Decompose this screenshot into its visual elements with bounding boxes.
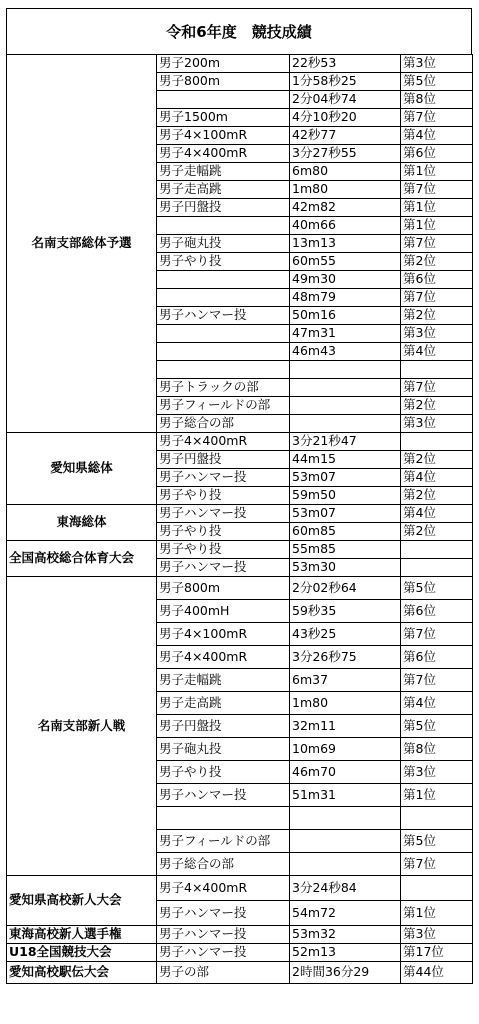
- record-cell: 40m66: [290, 217, 401, 235]
- table-row: [7, 505, 473, 523]
- table-row: [7, 876, 473, 901]
- record-cell: 60m85: [290, 523, 401, 541]
- record-cell: 51m31: [290, 784, 401, 807]
- meet-name: 東海高校新人選手権: [7, 926, 157, 944]
- event-cell: 男子4×400mR: [157, 145, 290, 163]
- record-cell: 53m32: [290, 926, 401, 944]
- event-cell: 男子フィールドの部: [157, 397, 290, 415]
- rank-cell: 第5位: [401, 577, 473, 600]
- record-cell: 42m82: [290, 199, 401, 217]
- event-cell: 男子4×100mR: [157, 127, 290, 145]
- event-cell: 男子4×100mR: [157, 623, 290, 646]
- rank-cell: 第6位: [401, 271, 473, 289]
- meet-name: 東海総体: [7, 505, 157, 541]
- results-table: [6, 54, 473, 984]
- rank-cell: [401, 807, 473, 830]
- record-cell: [290, 397, 401, 415]
- rank-cell: 第7位: [401, 669, 473, 692]
- event-cell: 男子やり投: [157, 487, 290, 505]
- record-cell: 59秒35: [290, 600, 401, 623]
- rank-cell: 第8位: [401, 91, 473, 109]
- record-cell: 1m80: [290, 692, 401, 715]
- event-cell: 男子砲丸投: [157, 738, 290, 761]
- record-cell: [290, 830, 401, 853]
- rank-cell: 第1位: [401, 217, 473, 235]
- event-cell: 男子やり投: [157, 523, 290, 541]
- rank-cell: 第4位: [401, 469, 473, 487]
- event-cell: [157, 217, 290, 235]
- event-cell: 男子やり投: [157, 761, 290, 784]
- rank-cell: 第2位: [401, 307, 473, 325]
- record-cell: 1分58秒25: [290, 73, 401, 91]
- event-cell: 男子4×400mR: [157, 876, 290, 901]
- record-cell: 48m79: [290, 289, 401, 307]
- record-cell: 55m85: [290, 541, 401, 559]
- record-cell: 3分21秒47: [290, 433, 401, 451]
- meet-name: 愛知県高校新人大会: [7, 876, 157, 926]
- record-cell: 54m72: [290, 901, 401, 926]
- rank-cell: 第1位: [401, 199, 473, 217]
- event-cell: 男子ハンマー投: [157, 559, 290, 577]
- record-cell: 53m30: [290, 559, 401, 577]
- record-cell: 6m80: [290, 163, 401, 181]
- event-cell: 男子の部: [157, 962, 290, 984]
- record-cell: 3分26秒75: [290, 646, 401, 669]
- table-row: [7, 944, 473, 962]
- rank-cell: 第5位: [401, 715, 473, 738]
- meet-name: 名南支部総体予選: [7, 55, 157, 433]
- record-cell: 43秒25: [290, 623, 401, 646]
- event-cell: 男子砲丸投: [157, 235, 290, 253]
- event-cell: 男子ハンマー投: [157, 784, 290, 807]
- event-cell: [157, 325, 290, 343]
- rank-cell: [401, 541, 473, 559]
- rank-cell: [401, 876, 473, 901]
- event-cell: 男子ハンマー投: [157, 926, 290, 944]
- rank-cell: [401, 559, 473, 577]
- rank-cell: 第2位: [401, 451, 473, 469]
- rank-cell: 第1位: [401, 784, 473, 807]
- event-cell: 男子トラックの部: [157, 379, 290, 397]
- event-cell: 男子円盤投: [157, 715, 290, 738]
- record-cell: 60m55: [290, 253, 401, 271]
- rank-cell: 第7位: [401, 623, 473, 646]
- event-cell: 男子400mH: [157, 600, 290, 623]
- event-cell: 男子ハンマー投: [157, 944, 290, 962]
- rank-cell: 第7位: [401, 289, 473, 307]
- event-cell: 男子走幅跳: [157, 669, 290, 692]
- rank-cell: 第7位: [401, 109, 473, 127]
- record-cell: 53m07: [290, 469, 401, 487]
- meet-name: 愛知高校駅伝大会: [7, 962, 157, 984]
- record-cell: 3分27秒55: [290, 145, 401, 163]
- rank-cell: 第7位: [401, 853, 473, 876]
- meet-name: 名南支部新人戦: [7, 577, 157, 876]
- rank-cell: 第4位: [401, 127, 473, 145]
- event-cell: 男子ハンマー投: [157, 469, 290, 487]
- event-cell: 男子4×400mR: [157, 646, 290, 669]
- rank-cell: [401, 433, 473, 451]
- record-cell: [290, 807, 401, 830]
- event-cell: [157, 807, 290, 830]
- event-cell: 男子円盤投: [157, 451, 290, 469]
- record-cell: 3分24秒84: [290, 876, 401, 901]
- table-row: [7, 577, 473, 600]
- page-title: 令和6年度 競技成績: [6, 8, 472, 54]
- event-cell: 男子ハンマー投: [157, 307, 290, 325]
- rank-cell: 第3位: [401, 415, 473, 433]
- event-cell: 男子総合の部: [157, 415, 290, 433]
- record-cell: 53m07: [290, 505, 401, 523]
- table-row: [7, 55, 473, 73]
- event-cell: 男子フィールドの部: [157, 830, 290, 853]
- rank-cell: 第6位: [401, 145, 473, 163]
- event-cell: 男子4×400mR: [157, 433, 290, 451]
- rank-cell: 第2位: [401, 487, 473, 505]
- event-cell: [157, 361, 290, 379]
- record-cell: 1m80: [290, 181, 401, 199]
- event-cell: 男子800m: [157, 73, 290, 91]
- rank-cell: 第7位: [401, 181, 473, 199]
- rank-cell: 第4位: [401, 692, 473, 715]
- record-cell: 50m16: [290, 307, 401, 325]
- rank-cell: 第6位: [401, 600, 473, 623]
- record-cell: 42秒77: [290, 127, 401, 145]
- rank-cell: 第7位: [401, 235, 473, 253]
- record-cell: 47m31: [290, 325, 401, 343]
- record-cell: 44m15: [290, 451, 401, 469]
- rank-cell: 第4位: [401, 505, 473, 523]
- event-cell: 男子円盤投: [157, 199, 290, 217]
- table-row: [7, 926, 473, 944]
- event-cell: 男子走幅跳: [157, 163, 290, 181]
- record-cell: 6m37: [290, 669, 401, 692]
- event-cell: 男子1500m: [157, 109, 290, 127]
- rank-cell: 第3位: [401, 761, 473, 784]
- record-cell: 4分10秒20: [290, 109, 401, 127]
- record-cell: 59m50: [290, 487, 401, 505]
- rank-cell: 第6位: [401, 646, 473, 669]
- record-cell: [290, 415, 401, 433]
- record-cell: [290, 361, 401, 379]
- record-cell: [290, 379, 401, 397]
- record-cell: 13m13: [290, 235, 401, 253]
- record-cell: 49m30: [290, 271, 401, 289]
- rank-cell: 第5位: [401, 830, 473, 853]
- meet-name: 愛知県総体: [7, 433, 157, 505]
- record-cell: [290, 853, 401, 876]
- meet-name: U18全国競技大会: [7, 944, 157, 962]
- event-cell: [157, 91, 290, 109]
- rank-cell: 第2位: [401, 523, 473, 541]
- record-cell: 46m70: [290, 761, 401, 784]
- table-row: [7, 433, 473, 451]
- meet-name: 全国高校総合体育大会: [7, 541, 157, 577]
- record-cell: 2時間36分29: [290, 962, 401, 984]
- rank-cell: 第3位: [401, 926, 473, 944]
- rank-cell: 第44位: [401, 962, 473, 984]
- record-cell: 32m11: [290, 715, 401, 738]
- rank-cell: 第5位: [401, 73, 473, 91]
- table-row: [7, 541, 473, 559]
- rank-cell: 第1位: [401, 163, 473, 181]
- event-cell: [157, 289, 290, 307]
- rank-cell: 第17位: [401, 944, 473, 962]
- table-row: [7, 962, 473, 984]
- event-cell: [157, 271, 290, 289]
- event-cell: 男子ハンマー投: [157, 901, 290, 926]
- rank-cell: 第2位: [401, 253, 473, 271]
- record-cell: 22秒53: [290, 55, 401, 73]
- rank-cell: 第7位: [401, 379, 473, 397]
- rank-cell: 第3位: [401, 325, 473, 343]
- record-cell: 46m43: [290, 343, 401, 361]
- rank-cell: 第3位: [401, 55, 473, 73]
- event-cell: 男子やり投: [157, 541, 290, 559]
- event-cell: 男子200m: [157, 55, 290, 73]
- record-cell: 2分04秒74: [290, 91, 401, 109]
- rank-cell: 第8位: [401, 738, 473, 761]
- rank-cell: 第4位: [401, 343, 473, 361]
- event-cell: 男子走高跳: [157, 692, 290, 715]
- rank-cell: 第1位: [401, 901, 473, 926]
- event-cell: 男子総合の部: [157, 853, 290, 876]
- record-cell: 10m69: [290, 738, 401, 761]
- event-cell: 男子走高跳: [157, 181, 290, 199]
- event-cell: 男子800m: [157, 577, 290, 600]
- record-cell: 52m13: [290, 944, 401, 962]
- event-cell: [157, 343, 290, 361]
- rank-cell: 第2位: [401, 397, 473, 415]
- event-cell: 男子ハンマー投: [157, 505, 290, 523]
- record-cell: 2分02秒64: [290, 577, 401, 600]
- event-cell: 男子やり投: [157, 253, 290, 271]
- rank-cell: [401, 361, 473, 379]
